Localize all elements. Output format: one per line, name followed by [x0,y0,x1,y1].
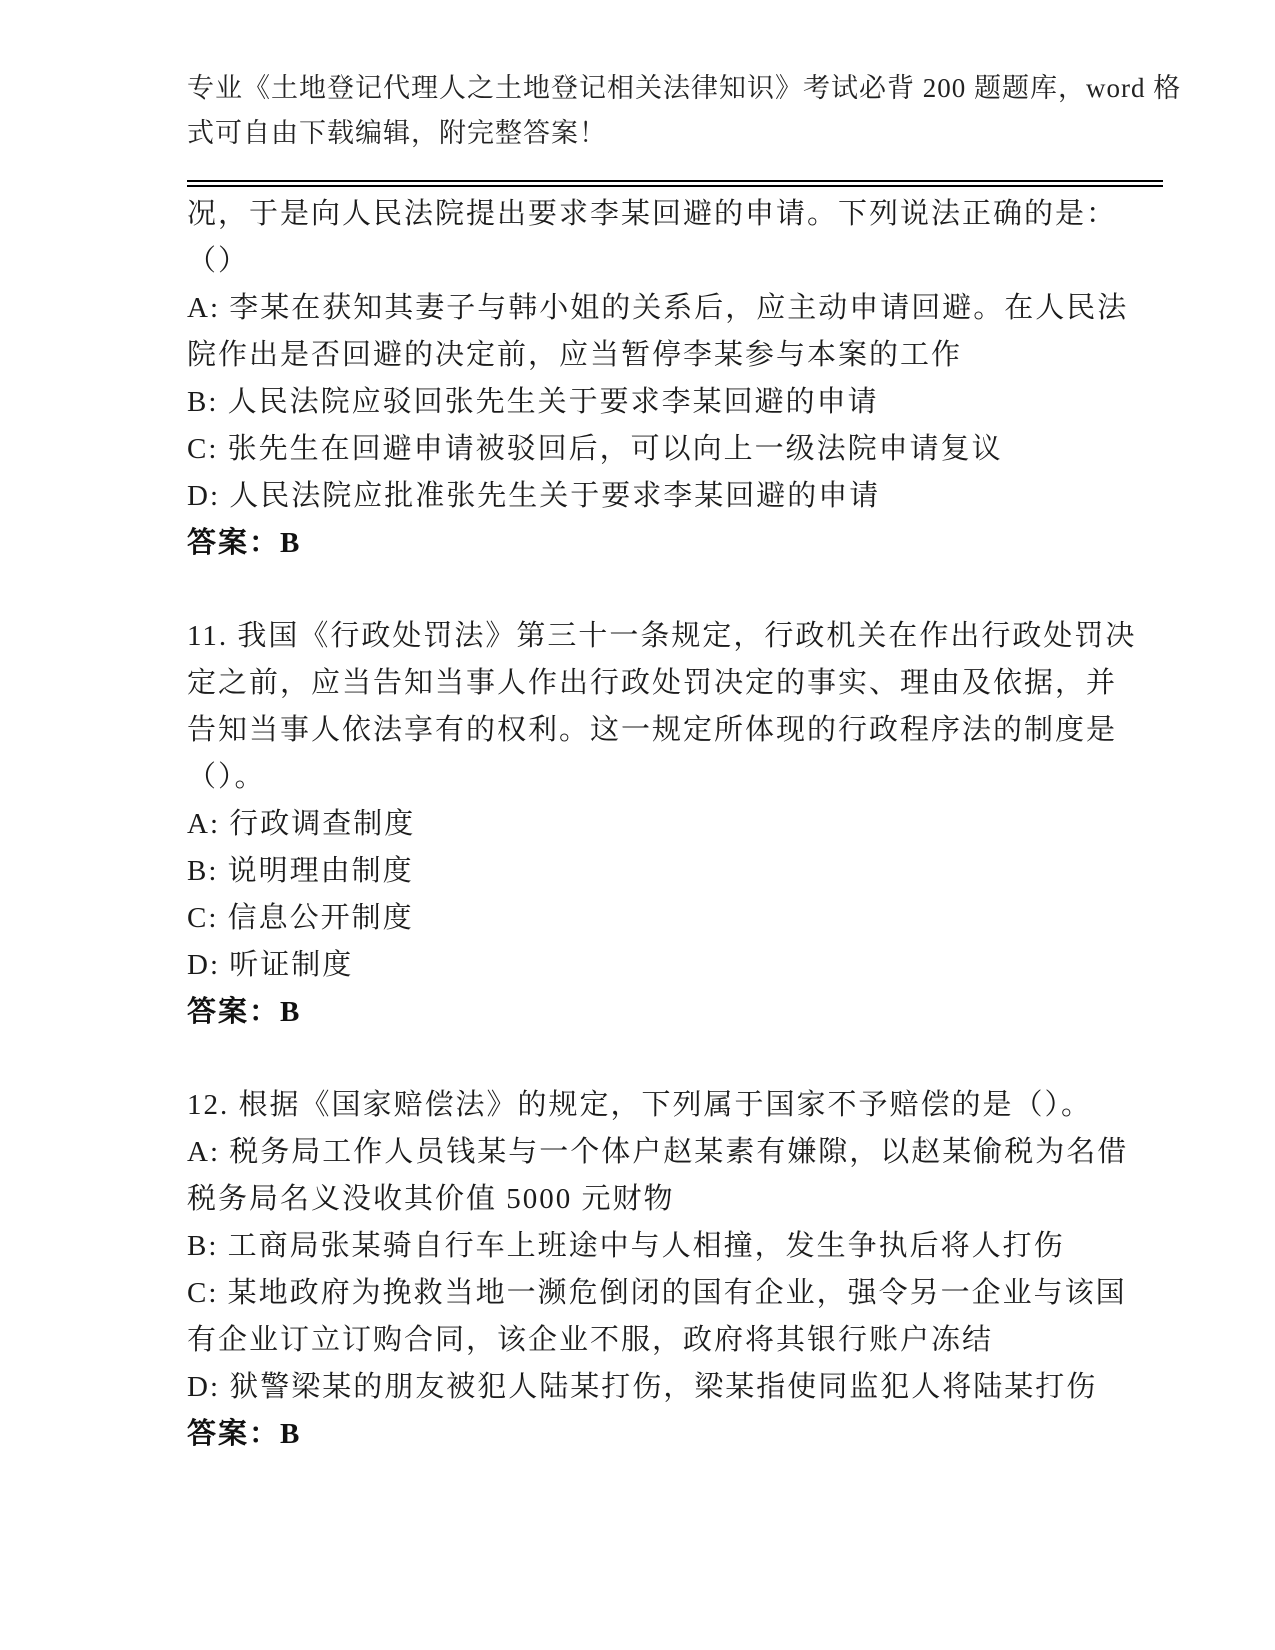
question-block [187,613,1137,1036]
document-body [187,191,1137,1458]
option-line: B: 工商局张某骑自行车上班途中与人相撞，发生争执后将人打伤 [187,1230,1065,1262]
header-divider [187,180,1163,187]
option-line: B: 人民法院应驳回张先生关于要求李某回避的申请 [187,386,879,418]
option-line: C: 某地政府为挽救当地一濒危倒闭的国有企业，强令另一企业与该国 [187,1277,1127,1309]
question-block [187,191,1127,567]
option-line: A: 行政调查制度 [187,808,416,840]
option-line: D: 狱警梁某的朋友被犯人陆某打伤，梁某指使同监犯人将陆某打伤 [187,1371,1098,1403]
question-stem-line: 告知当事人依法享有的权利。这一规定所体现的行政程序法的制度是 [187,714,1118,746]
option-line: 院作出是否回避的决定前，应当暂停李某参与本案的工作 [187,339,963,371]
question-stem-line: （）。 [187,761,266,793]
option-line: C: 张先生在回避申请被驳回后，可以向上一级法院申请复议 [187,433,1003,465]
header-text-line-2: 式可自由下载编辑，附完整答案！ [187,118,607,148]
answer-line: 答案：B [187,527,302,559]
option-line: 税务局名义没收其价值 5000 元财物 [187,1183,675,1215]
option-line: B: 说明理由制度 [187,855,414,887]
question-stem-line: 定之前，应当告知当事人作出行政处罚决定的事实、理由及依据，并 [187,667,1118,699]
answer-line: 答案：B [187,996,302,1028]
option-line: D: 人民法院应批准张先生关于要求李某回避的申请 [187,480,881,512]
option-line: D: 听证制度 [187,949,354,981]
header-text-line-1: 专业《土地登记代理人之土地登记相关法律知识》考试必背 200 题题库，word 格 [187,73,1182,103]
question-stem-line: （） [187,245,250,277]
page-header [187,66,1182,156]
option-line: A: 税务局工作人员钱某与一个体户赵某素有嫌隙，以赵某偷税为名借 [187,1136,1129,1168]
option-line: A: 李某在获知其妻子与韩小姐的关系后，应主动申请回避。在人民法 [187,292,1129,324]
question-stem-line: 况，于是向人民法院提出要求李某回避的申请。下列说法正确的是： [187,198,1118,230]
question-stem-line: 12. 根据《国家赔偿法》的规定，下列属于国家不予赔偿的是（）。 [187,1089,1093,1121]
question-block [187,1082,1127,1458]
option-line: 有企业订立订购合同，该企业不服，政府将其银行账户冻结 [187,1324,994,1356]
option-line: C: 信息公开制度 [187,902,414,934]
question-stem-line: 11. 我国《行政处罚法》第三十一条规定，行政机关在作出行政处罚决 [187,620,1137,652]
answer-line: 答案：B [187,1418,302,1450]
